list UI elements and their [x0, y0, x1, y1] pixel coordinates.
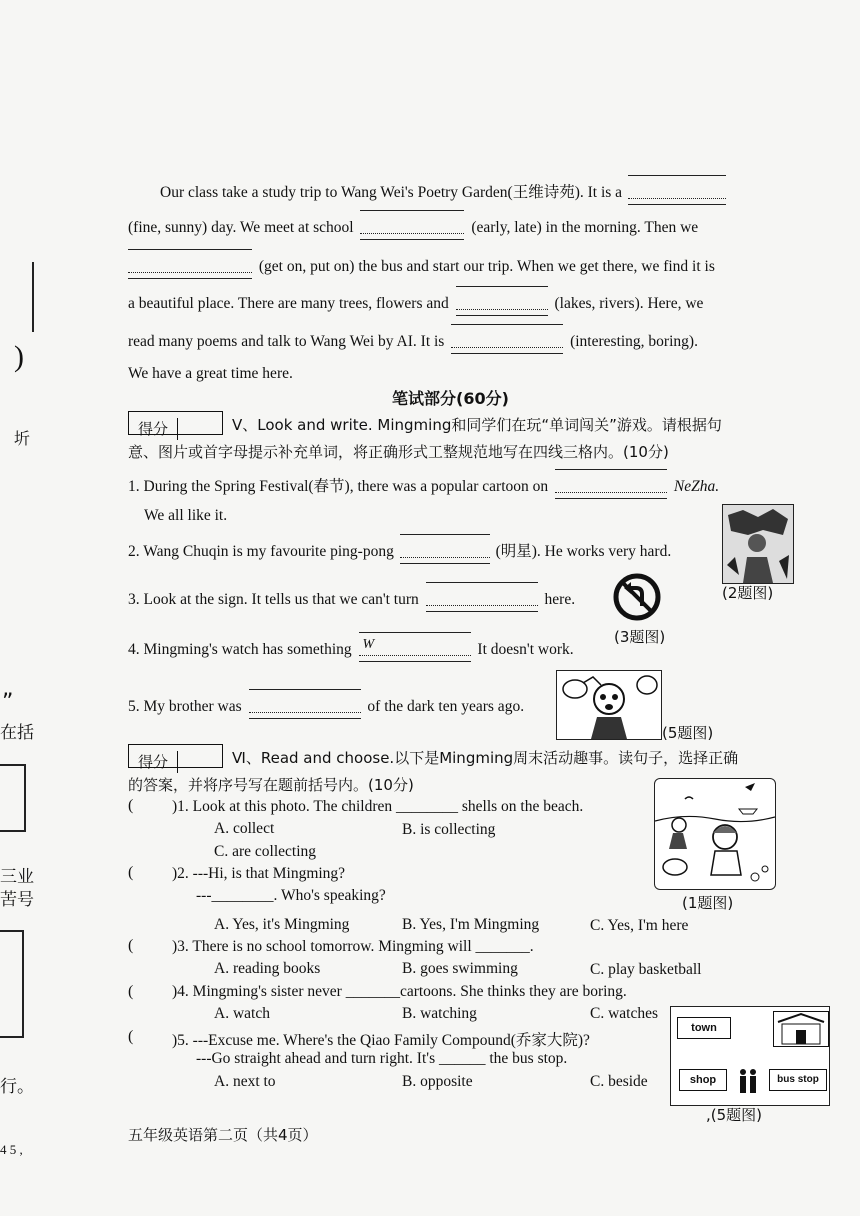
map-bus-stop: bus stop	[769, 1069, 827, 1091]
score-box: 得分	[128, 411, 223, 439]
q3-caption: (3题图)	[614, 628, 666, 646]
option-c: C. beside	[590, 1073, 648, 1090]
passage-line: (get on, put on) the bus and start our trip. When we get there, we find it is	[128, 257, 715, 276]
answer-blank[interactable]	[451, 332, 563, 346]
option-b: B. is collecting	[402, 821, 496, 838]
margin-fragment: 苦号	[0, 890, 34, 910]
choice-question-stem2: ---Go straight ahead and turn right. It's ______ the bus stop.	[196, 1050, 568, 1067]
answer-blank[interactable]	[456, 294, 548, 308]
answer-paren[interactable]: (	[128, 937, 134, 954]
section-title: 笔试部分(60分)	[392, 389, 509, 408]
question-1-cont: We all like it.	[144, 507, 228, 524]
margin-box	[0, 764, 26, 832]
answer-blank[interactable]	[249, 697, 361, 711]
scared-boy-picture	[556, 670, 662, 740]
part6-heading: Ⅵ、Read and choose.以下是Mingming周末活动趣事。读句子，选择正确	[232, 749, 739, 767]
score-box: 得分	[128, 744, 223, 772]
no-turn-sign-icon	[612, 572, 662, 627]
option-c: C. Yes, I'm here	[590, 917, 689, 934]
option-c: C. are collecting	[214, 843, 316, 860]
hint-letter: W	[362, 637, 375, 652]
q5-caption: (5题图)	[662, 724, 714, 742]
map-shop: shop	[679, 1069, 727, 1091]
compound-building-icon	[773, 1011, 829, 1047]
option-a: A. watch	[214, 1005, 270, 1022]
answer-blank[interactable]	[128, 257, 252, 271]
part6-heading2: 的答案，并将序号写在题前括号内。(10分)	[128, 776, 414, 794]
question-3: 3. Look at the sign. It tells us that we can't turn here.	[128, 590, 575, 609]
option-c: C. play basketball	[590, 961, 702, 978]
passage-line: We have a great time here.	[128, 365, 293, 382]
option-b: B. watching	[402, 1005, 477, 1022]
margin-box	[0, 930, 24, 1038]
question-2: 2. Wang Chuqin is my favourite ping-pong (明星). He works very hard.	[128, 539, 671, 561]
choice-question-stem: )4. Mingming's sister never _______cartoons. She thinks they are boring.	[172, 983, 627, 1000]
question-4: 4. Mingming's watch has something W It doesn't work.	[128, 640, 574, 659]
passage-line: a beautiful place. There are many trees, flowers and (lakes, rivers). Here, we	[128, 294, 703, 313]
margin-fragment: 圻	[14, 429, 31, 448]
answer-paren[interactable]: (	[128, 797, 134, 814]
margin-bracket	[18, 262, 34, 332]
passage-line: read many poems and talk to Wang Wei by AI. It is (interesting, boring).	[128, 332, 698, 351]
people-icon	[737, 1067, 759, 1100]
option-a: A. next to	[214, 1073, 276, 1090]
answer-blank[interactable]	[360, 218, 464, 232]
choice-question-stem: )2. ---Hi, is that Mingming?	[172, 865, 346, 882]
margin-fragment: 4 5 ,	[0, 1142, 23, 1157]
option-b: B. goes swimming	[402, 960, 518, 977]
question-5: 5. My brother was of the dark ten years ago.	[128, 697, 524, 716]
option-b: B. opposite	[402, 1073, 473, 1090]
passage-line: (fine, sunny) day. We meet at school (early, late) in the morning. Then we	[128, 218, 698, 237]
choice-question-stem: )1. Look at this photo. The children ________ shells on the beach.	[172, 798, 584, 815]
passage-line: Our class take a study trip to Wang Wei's Poetry Garden(王维诗苑). It is a	[160, 180, 726, 202]
option-c: C. watches	[590, 1005, 659, 1022]
choice-question-stem: )5. ---Excuse me. Where's the Qiao Family Compound(乔家大院)?	[172, 1032, 590, 1049]
question-1: 1. During the Spring Festival(春节), there was a popular cartoon on NeZha.	[128, 474, 719, 496]
answer-blank[interactable]	[628, 183, 726, 197]
answer-blank[interactable]	[426, 590, 538, 604]
pic1-caption: (1题图)	[682, 894, 734, 912]
margin-fragment: ”	[2, 690, 14, 715]
pic5-caption: ,(5题图)	[706, 1106, 763, 1124]
choice-question-stem: )3. There is no school tomorrow. Mingming will _______.	[172, 938, 534, 955]
answer-blank[interactable]	[400, 542, 490, 556]
answer-blank[interactable]	[555, 477, 667, 491]
street-map	[670, 1006, 830, 1106]
map-town: town	[677, 1017, 731, 1039]
choice-question-stem2: ---________. Who's speaking?	[196, 887, 386, 904]
margin-fragment: 行。	[0, 1077, 34, 1097]
option-a: A. reading books	[214, 960, 321, 977]
margin-fragment: 在括	[0, 723, 34, 743]
player-photo	[722, 504, 794, 584]
part5-heading2: 意、图片或首字母提示补充单词，将正确形式工整规范地写在四线三格内。(10分)	[128, 443, 669, 461]
option-a: A. Yes, it's Mingming	[214, 916, 350, 933]
part5-heading: Ⅴ、Look and write. Mingming和同学们在玩“单词闯关”游戏。请根据句	[232, 416, 722, 434]
answer-paren[interactable]: (	[128, 983, 134, 1000]
answer-blank[interactable]	[359, 637, 471, 654]
beach-picture	[654, 778, 776, 890]
option-b: B. Yes, I'm Mingming	[402, 916, 540, 933]
margin-paren: )	[14, 340, 24, 373]
q2-caption: (2题图)	[722, 584, 774, 602]
option-a: A. collect	[214, 820, 275, 837]
answer-paren[interactable]: (	[128, 864, 134, 881]
margin-fragment: 三业	[0, 867, 34, 887]
answer-paren[interactable]: (	[128, 1028, 134, 1045]
page-footer: 五年级英语第二页（共4页）	[128, 1126, 318, 1144]
